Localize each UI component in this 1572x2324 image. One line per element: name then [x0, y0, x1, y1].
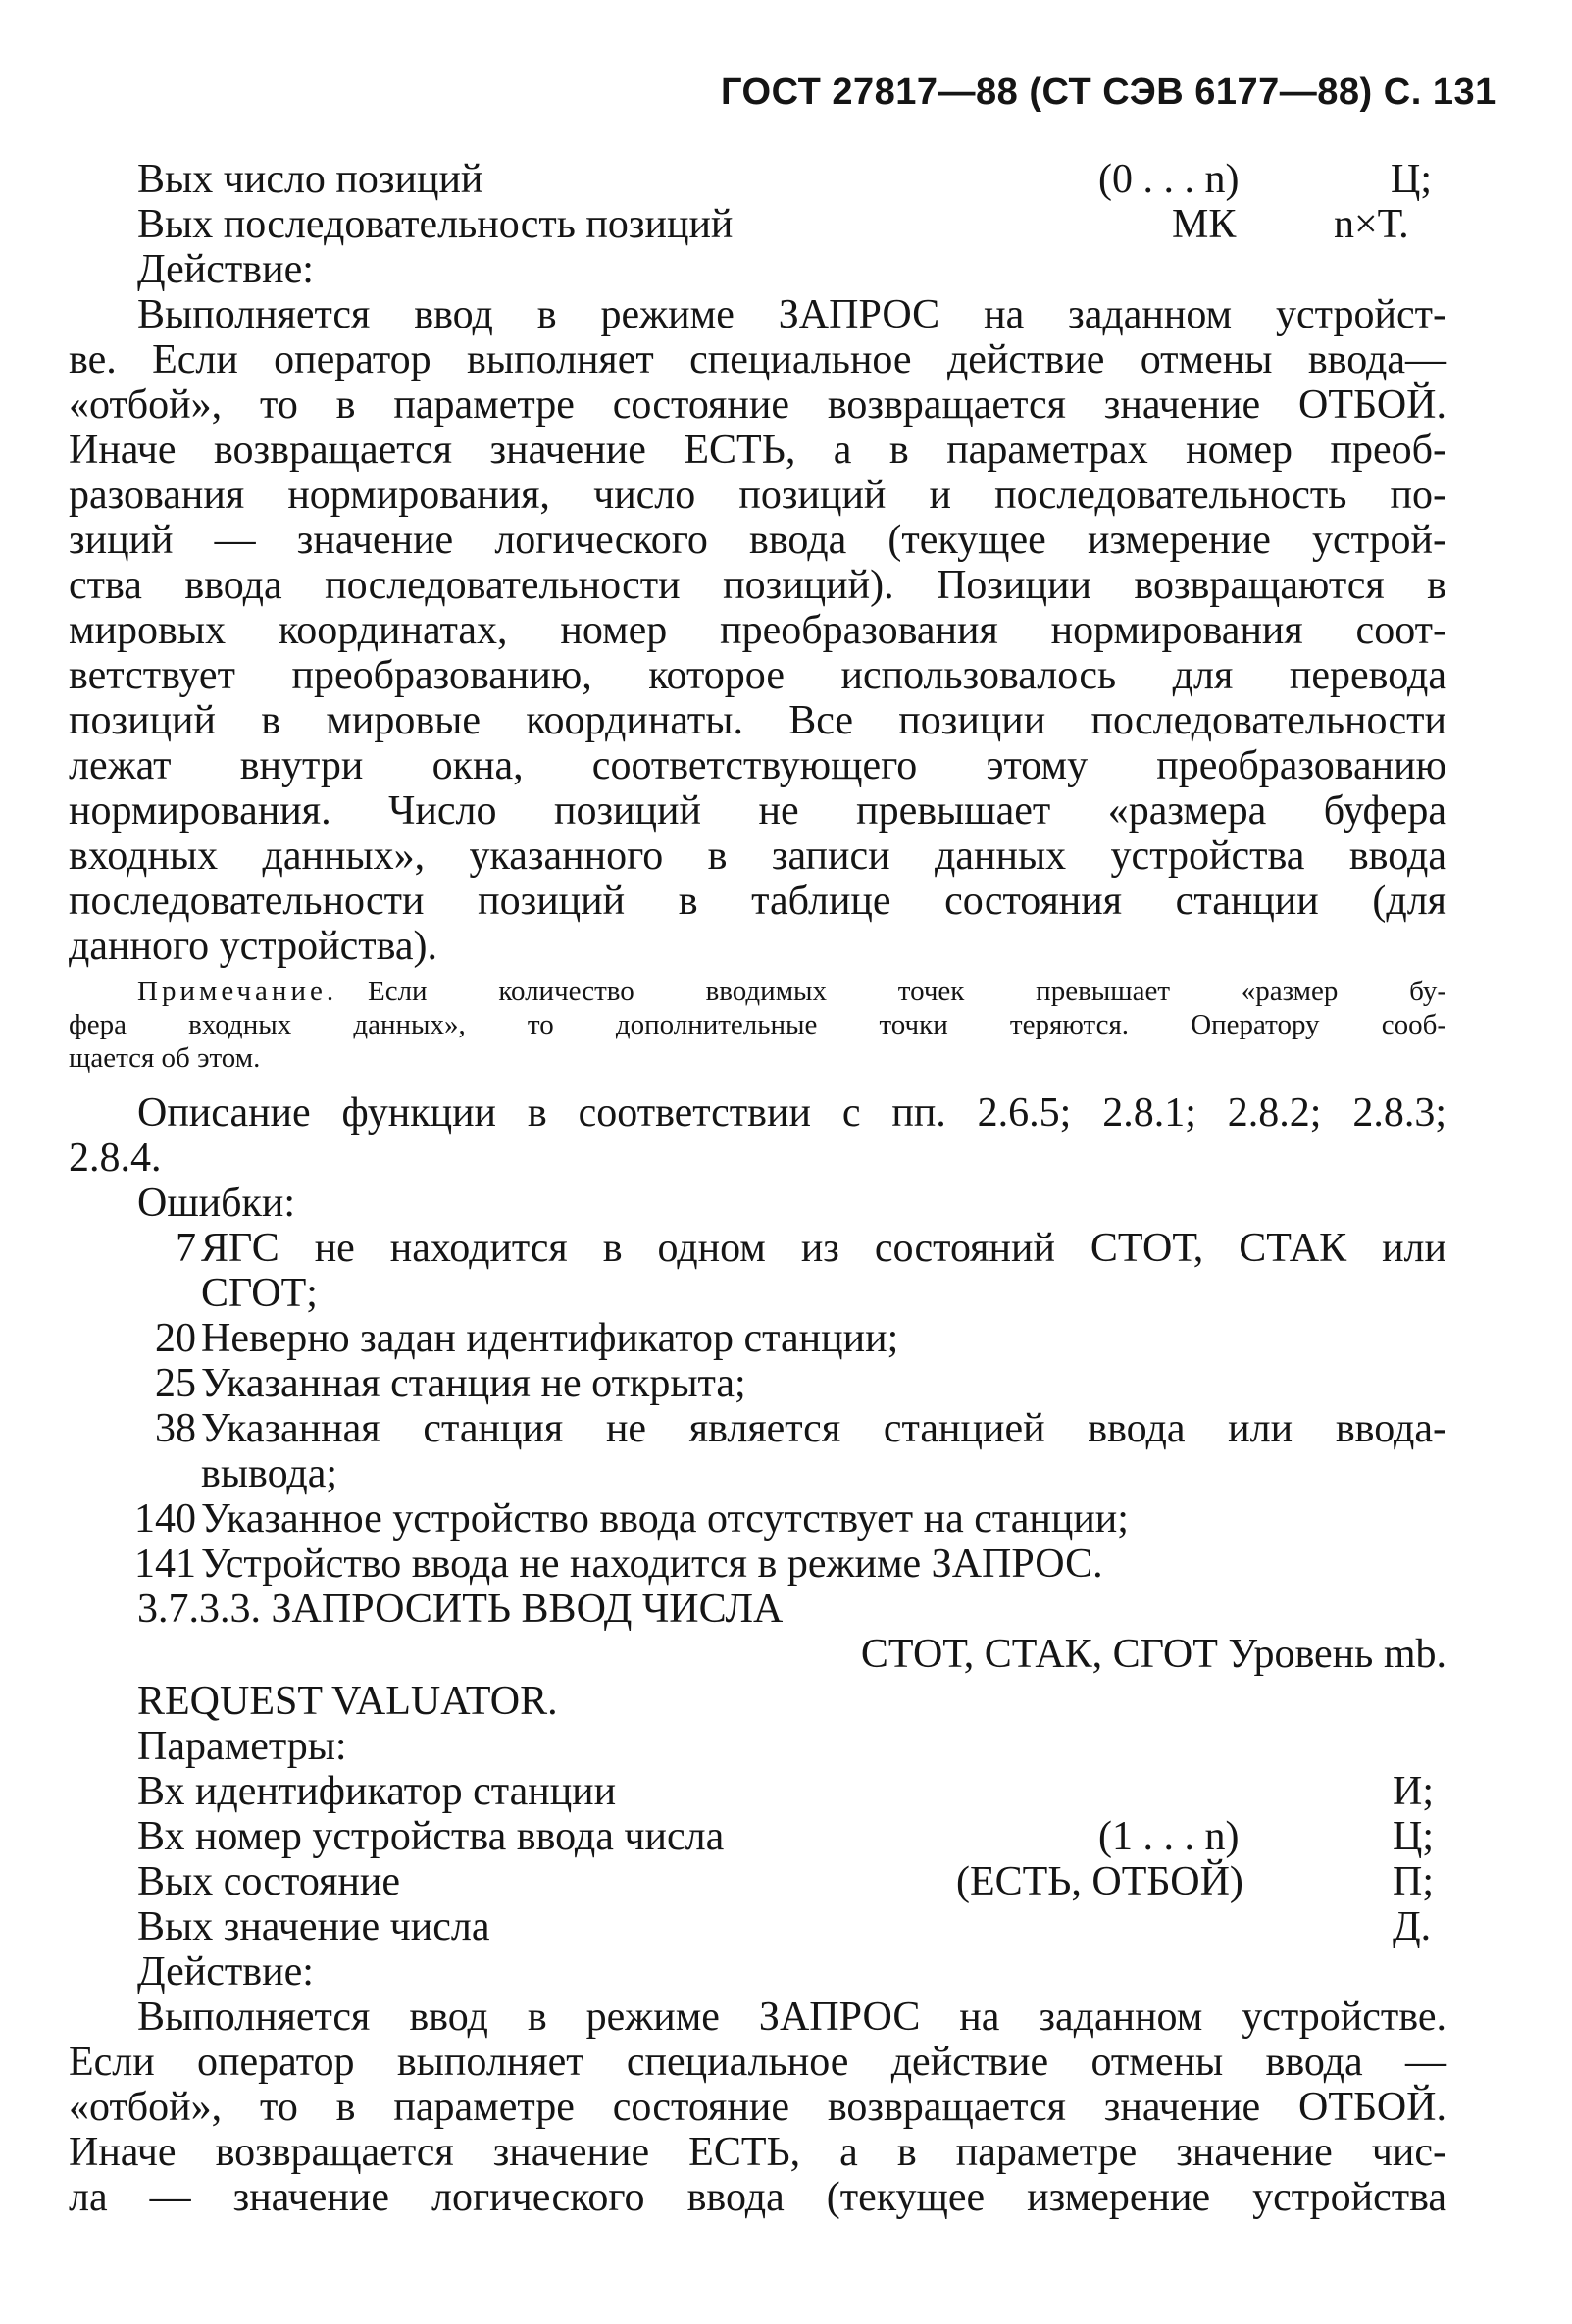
- param-type: Ц;: [1393, 1814, 1434, 1859]
- action-label: Действие:: [137, 247, 314, 292]
- error-code: 7: [176, 1226, 196, 1271]
- error-text: вывода;: [201, 1451, 338, 1496]
- error-code: 38: [155, 1406, 196, 1451]
- paragraph-line: данного устройства).: [69, 924, 438, 969]
- error-text: Устройство ввода не находится в режиме ЗАПРОС.: [201, 1541, 1103, 1587]
- error-code: 141: [134, 1541, 196, 1587]
- paragraph-line: Иначе возвращается значение ЕСТЬ, а в параметрах номер преоб-: [69, 428, 1446, 473]
- param-range: (0 . . . n): [1098, 157, 1240, 202]
- error-code: 25: [155, 1361, 196, 1406]
- note-line: фера входных данных», то дополнительные точки теряются. Оператору сооб-: [69, 1009, 1446, 1040]
- paragraph-line: зиций — значение логического ввода (текущее измерение устрой-: [69, 518, 1446, 563]
- param-range: МК: [1172, 202, 1237, 247]
- section-title: 3.7.3.3. ЗАПРОСИТЬ ВВОД ЧИСЛА: [137, 1587, 784, 1632]
- param-type: Д.: [1393, 1904, 1432, 1949]
- paragraph-line: Выполняется ввод в режиме ЗАПРОС на заданном устройстве.: [137, 1995, 1446, 2040]
- note-label: Примечание.: [137, 976, 338, 1007]
- param-type: Ц;: [1391, 157, 1432, 202]
- error-code: 140: [134, 1496, 196, 1541]
- error-text: СГОТ;: [201, 1271, 318, 1316]
- section-english-title: REQUEST VALUATOR.: [137, 1679, 558, 1724]
- param-range: (1 . . . n): [1098, 1814, 1240, 1859]
- paragraph-line: ства ввода последовательности позиций). Позиции возвращаются в: [69, 563, 1446, 608]
- paragraph-line: мировых координатах, номер преобразования нормирования соот-: [69, 608, 1446, 653]
- paragraph-line: ветствует преобразованию, которое использовалось для перевода: [69, 653, 1446, 698]
- param-label: Вых состояние: [137, 1859, 400, 1904]
- paragraph-line: последовательности позиций в таблице состояния станции (для: [69, 879, 1446, 924]
- paragraph-line: «отбой», то в параметре состояние возвращается значение ОТБОЙ.: [69, 2085, 1446, 2130]
- paragraph-line: «отбой», то в параметре состояние возвращается значение ОТБОЙ.: [69, 382, 1446, 428]
- error-text: Неверно задан идентификатор станции;: [201, 1316, 899, 1361]
- errors-label: Ошибки:: [137, 1181, 296, 1226]
- param-label: Вх идентификатор станции: [137, 1769, 617, 1814]
- param-type: И;: [1393, 1769, 1434, 1814]
- param-type: n×Т.: [1334, 202, 1409, 247]
- description-line: 2.8.4.: [69, 1136, 162, 1181]
- param-range: (ЕСТЬ, ОТБОЙ): [956, 1859, 1243, 1904]
- param-type: П;: [1393, 1859, 1434, 1904]
- param-label: Вых последовательность позиций: [137, 202, 734, 247]
- note-line: щается об этом.: [69, 1042, 261, 1074]
- paragraph-line: позиций в мировые координаты. Все позиции последовательности: [69, 698, 1446, 743]
- error-text: Указанная станция не является станцией ввода или ввода-: [201, 1406, 1446, 1451]
- param-label: Вых значение числа: [137, 1904, 490, 1949]
- param-label: Вх номер устройства ввода числа: [137, 1814, 725, 1859]
- error-text: Указанная станция не открыта;: [201, 1361, 746, 1406]
- note-line: Если количество вводимых точек превышает «размер бу-: [368, 976, 1446, 1007]
- section-states: СТОТ, СТАК, СГОТ Уровень mb.: [860, 1632, 1446, 1677]
- description-line: Описание функции в соответствии с пп. 2.6.5; 2.8.1; 2.8.2; 2.8.3;: [137, 1090, 1446, 1136]
- paragraph-line: Выполняется ввод в режиме ЗАПРОС на заданном устройст-: [137, 292, 1446, 337]
- paragraph-line: входных данных», указанного в записи данных устройства ввода: [69, 834, 1446, 879]
- paragraph-line: Если оператор выполняет специальное действие отмены ввода —: [69, 2040, 1446, 2085]
- error-text: ЯГС не находится в одном из состояний СТОТ, СТАК или: [201, 1226, 1446, 1271]
- error-code: 20: [155, 1316, 196, 1361]
- params-label: Параметры:: [137, 1724, 347, 1769]
- paragraph-line: нормирования. Число позиций не превышает «размера буфера: [69, 788, 1446, 834]
- error-text: Указанное устройство ввода отсутствует на станции;: [201, 1496, 1129, 1541]
- paragraph-line: разования нормирования, число позиций и последовательность по-: [69, 473, 1446, 518]
- page-header: ГОСТ 27817—88 (СТ СЭВ 6177—88) С. 131: [721, 72, 1496, 113]
- paragraph-line: ла — значение логического ввода (текущее измерение устройства: [69, 2175, 1446, 2220]
- paragraph-line: ве. Если оператор выполняет специальное действие отмены ввода—: [69, 337, 1446, 382]
- paragraph-line: лежат внутри окна, соответствующего этому преобразованию: [69, 743, 1446, 788]
- action-label: Действие:: [137, 1949, 314, 1995]
- param-label: Вых число позиций: [137, 157, 483, 202]
- paragraph-line: Иначе возвращается значение ЕСТЬ, а в параметре значение чис-: [69, 2130, 1446, 2175]
